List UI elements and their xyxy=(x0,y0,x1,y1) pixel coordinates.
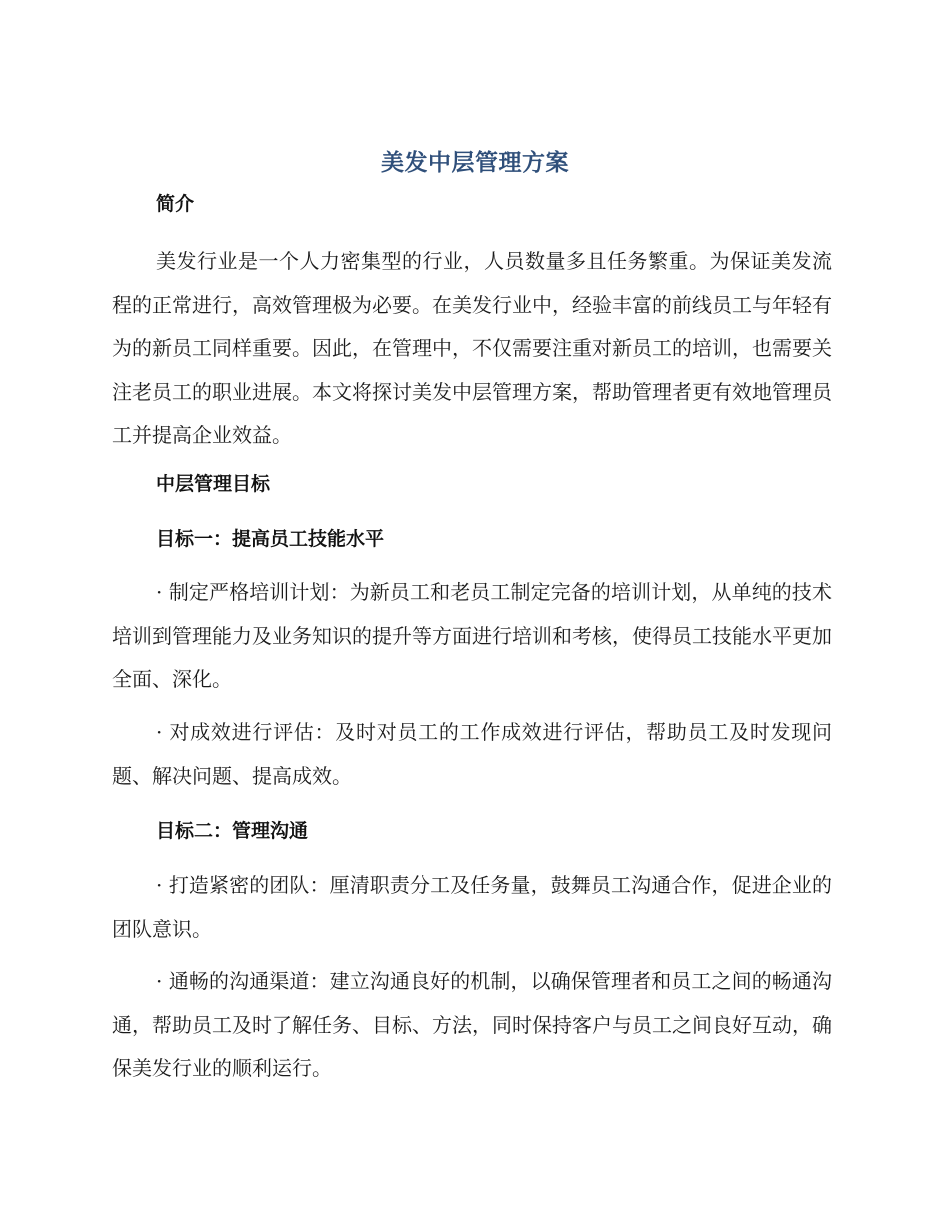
document-title: 美发中层管理方案 xyxy=(381,150,569,176)
goals-heading: 中层管理目标 xyxy=(156,473,271,495)
goal1-heading: 目标一：提高员工技能水平 xyxy=(156,528,385,550)
intro-heading: 简介 xyxy=(156,193,195,215)
goal1-item-training: · 制定严格培训计划：为新员工和老员工制定完备的培训计划，从单纯的技术培训到管理能力及业务知识的提升等方面进行培训和考核，使得员工技能水平更加全面、深化。 xyxy=(112,580,832,691)
goal2-item-communication: · 通畅的沟通渠道：建立沟通良好的机制，以确保管理者和员工之间的畅通沟通，帮助员工及时了解任务、目标、方法，同时保持客户与员工之间良好互动，确保美发行业的顺利运行。 xyxy=(112,969,832,1080)
goal1-item-evaluation: · 对成效进行评估：及时对员工的工作成效进行评估，帮助员工及时发现问题、解决问题、提高成效。 xyxy=(112,720,832,788)
goal2-heading: 目标二：管理沟通 xyxy=(156,820,309,842)
intro-paragraph: 美发行业是一个人力密集型的行业，人员数量多且任务繁重。为保证美发流程的正常进行，高效管理极为必要。在美发行业中，经验丰富的前线员工与年轻有为的新员工同样重要。因此，在管理中，不仅需要注重对新员工的培训，也需要关注老员工的职业进展。本文将探讨美发中层管理方案，帮助管理者更有效地管理员工并提高企业效益。 xyxy=(112,249,832,447)
goal2-item-team: · 打造紧密的团队：厘清职责分工及任务量，鼓舞员工沟通合作，促进企业的团队意识。 xyxy=(112,873,832,941)
